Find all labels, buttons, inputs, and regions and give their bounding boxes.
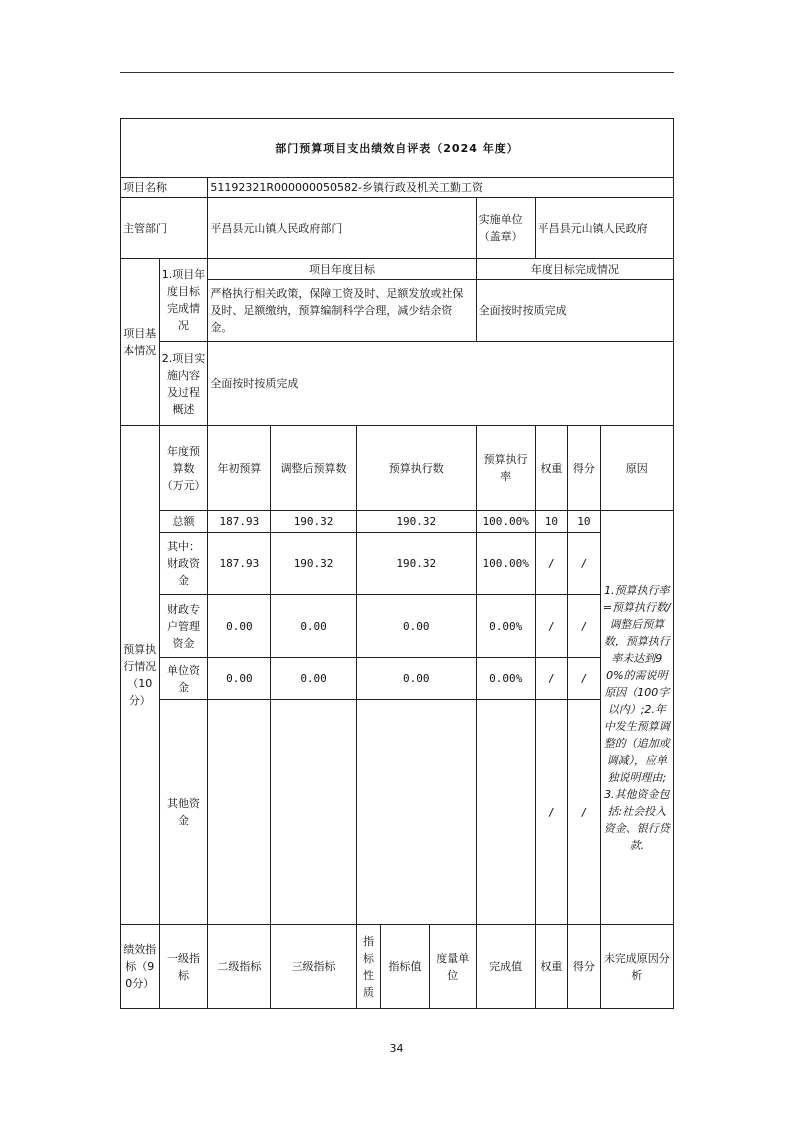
annual-budget-header: 年度预算数（万元） <box>159 426 208 511</box>
annual-goal-row-label: 1.项目年度目标完成情况 <box>159 259 208 342</box>
execution-rate-header: 预算执行率 <box>476 426 535 511</box>
goal-completion-header: 年度目标完成情况 <box>476 259 673 280</box>
implementation-text: 全面按时按质完成 <box>208 342 674 426</box>
row-unit-funds-executed: 0.00 <box>356 658 476 700</box>
project-name-value: 51192321R000000050582-乡镇行政及机关工勤工资 <box>208 178 674 198</box>
reason-note: 1.预算执行率=预算执行数/调整后预算数，预算执行率未达到90%的需说明原因（100字以内）;2.年中发生预算调整的（追加或调减），应单独说明理由;3.其他资金包括:社会投入资金、银行贷款. <box>600 511 673 925</box>
level3-indicator-header: 三级指标 <box>271 925 356 1009</box>
goal-completion-text: 全面按时按质完成 <box>476 280 673 342</box>
indicator-nature-header: 指标性质 <box>356 925 380 1009</box>
row-other-funds-label: 其他资金 <box>159 700 208 925</box>
annual-goal-text: 严格执行相关政策，保障工资及时、足额发放或社保及时、足额缴纳，预算编制科学合理，减少结余资金。 <box>208 280 476 342</box>
row-total-weight: 10 <box>535 511 568 533</box>
form-title: 部门预算项目支出绩效自评表（2024 年度） <box>121 119 674 178</box>
project-name-label: 项目名称 <box>121 178 208 198</box>
row-other-funds-weight: / <box>535 700 568 925</box>
implementing-unit-label: 实施单位（盖章） <box>476 198 535 259</box>
row-special-account-score: / <box>568 595 601 658</box>
implementing-unit-value: 平昌县元山镇人民政府 <box>535 198 673 259</box>
weight-header: 权重 <box>535 426 568 511</box>
row-fiscal-weight: / <box>535 533 568 595</box>
supervising-dept-value: 平昌县元山镇人民政府部门 <box>208 198 476 259</box>
row-unit-funds-rate: 0.00% <box>476 658 535 700</box>
row-other-funds-initial <box>208 700 271 925</box>
row-total-adjusted: 190.32 <box>271 511 356 533</box>
level2-indicator-header: 二级指标 <box>208 925 271 1009</box>
self-evaluation-table <box>120 118 674 1009</box>
row-total-initial: 187.93 <box>208 511 271 533</box>
row-fiscal-rate: 100.00% <box>476 533 535 595</box>
level1-indicator-header: 一级指标 <box>159 925 208 1009</box>
page-number: 34 <box>389 1042 404 1055</box>
row-unit-funds-weight: / <box>535 658 568 700</box>
initial-budget-header: 年初预算 <box>208 426 271 511</box>
row-special-account-label: 财政专户管理资金 <box>159 595 208 658</box>
row-other-funds-executed <box>356 700 476 925</box>
implementation-row-label: 2.项目实施内容及过程概述 <box>159 342 208 426</box>
budget-section-label: 预算执行情况（10分） <box>121 426 160 925</box>
indicator-value-header: 指标值 <box>381 925 430 1009</box>
completed-value-header: 完成值 <box>476 925 535 1009</box>
row-fiscal-executed: 190.32 <box>356 533 476 595</box>
annual-goal-header: 项目年度目标 <box>208 259 476 280</box>
row-fiscal-adjusted: 190.32 <box>271 533 356 595</box>
row-special-account-weight: / <box>535 595 568 658</box>
row-unit-funds-initial: 0.00 <box>208 658 271 700</box>
row-fiscal-label: 其中：财政资金 <box>159 533 208 595</box>
reason-header: 原因 <box>600 426 673 511</box>
executed-budget-header: 预算执行数 <box>356 426 476 511</box>
row-total-executed: 190.32 <box>356 511 476 533</box>
basic-info-section-label: 项目基本情况 <box>121 259 160 426</box>
header-rule <box>120 72 674 73</box>
row-other-funds-rate <box>476 700 535 925</box>
row-total-label: 总额 <box>159 511 208 533</box>
score-header: 得分 <box>568 426 601 511</box>
row-total-score: 10 <box>568 511 601 533</box>
row-special-account-initial: 0.00 <box>208 595 271 658</box>
performance-section-label: 绩效指标（90分） <box>121 925 160 1009</box>
row-special-account-adjusted: 0.00 <box>271 595 356 658</box>
perf-weight-header: 权重 <box>535 925 568 1009</box>
row-unit-funds-label: 单位资金 <box>159 658 208 700</box>
measure-unit-header: 度量单位 <box>429 925 476 1009</box>
row-fiscal-score: / <box>568 533 601 595</box>
row-other-funds-adjusted <box>271 700 356 925</box>
row-fiscal-initial: 187.93 <box>208 533 271 595</box>
supervising-dept-label: 主管部门 <box>121 198 208 259</box>
row-other-funds-score: / <box>568 700 601 925</box>
row-special-account-rate: 0.00% <box>476 595 535 658</box>
perf-score-header: 得分 <box>568 925 601 1009</box>
row-unit-funds-adjusted: 0.00 <box>271 658 356 700</box>
unfinished-reason-header: 未完成原因分析 <box>600 925 673 1009</box>
row-special-account-executed: 0.00 <box>356 595 476 658</box>
row-unit-funds-score: / <box>568 658 601 700</box>
adjusted-budget-header: 调整后预算数 <box>271 426 356 511</box>
row-total-rate: 100.00% <box>476 511 535 533</box>
